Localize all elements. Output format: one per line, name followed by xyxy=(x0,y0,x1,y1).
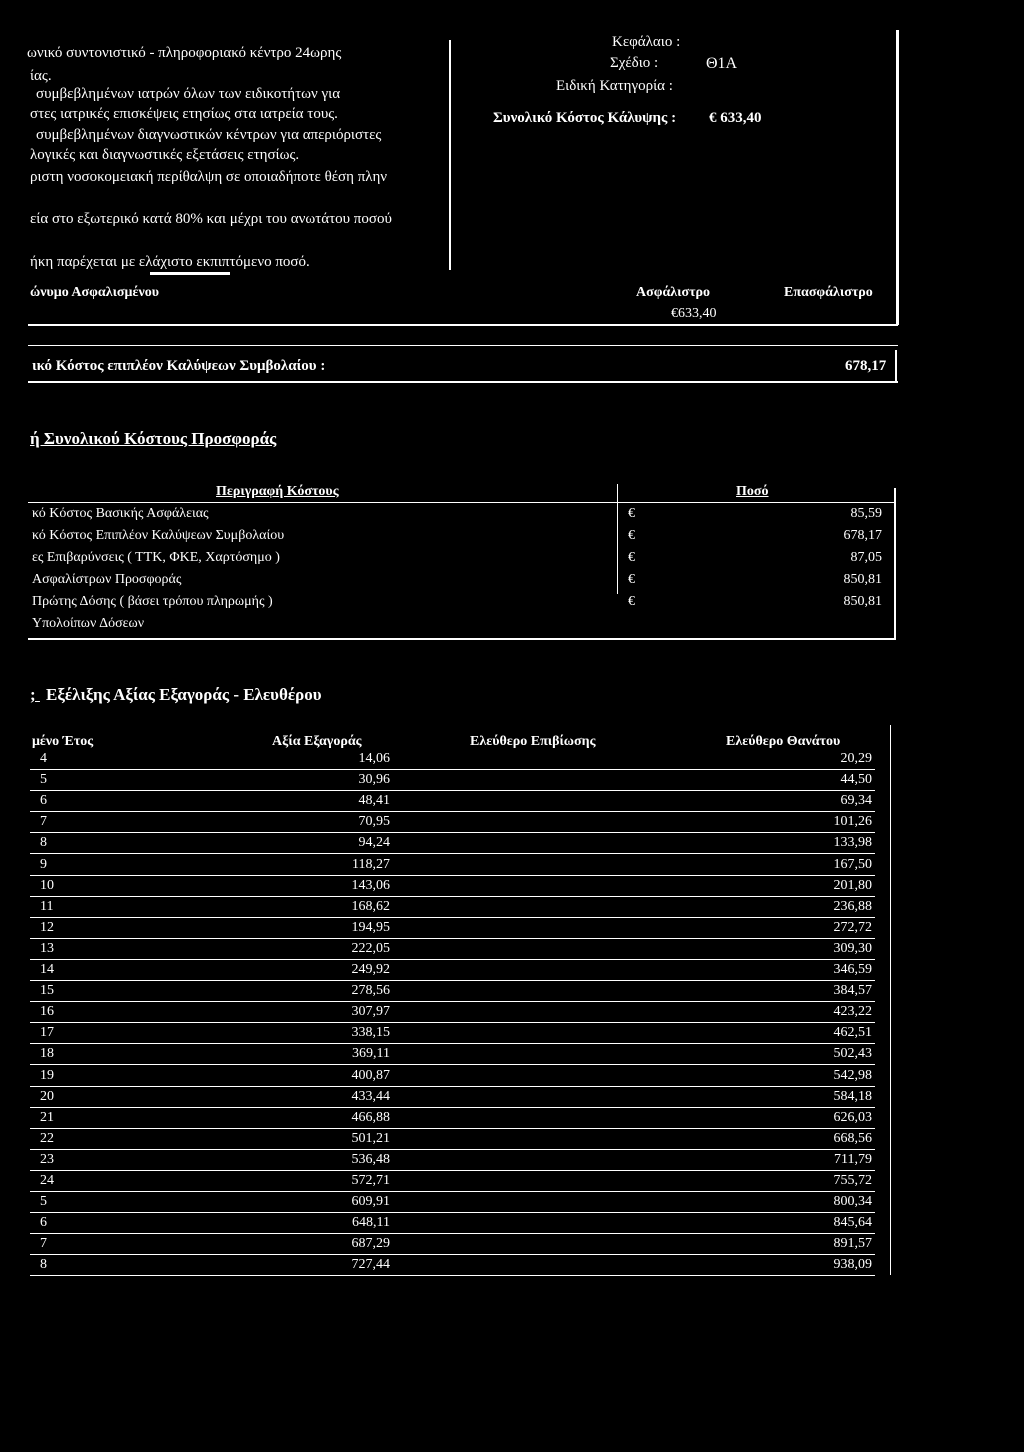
evolution-surrender: 687,29 xyxy=(351,1236,390,1251)
evolution-year: 20 xyxy=(40,1089,54,1104)
repremium-header: Επασφάλιστρο xyxy=(784,285,873,300)
evolution-surrender: 338,15 xyxy=(351,1025,390,1040)
evolution-death: 891,57 xyxy=(833,1236,872,1251)
evolution-death: 384,57 xyxy=(833,983,872,998)
evolution-death: 584,18 xyxy=(833,1089,872,1104)
evolution-row-rule xyxy=(30,853,875,854)
extra-top-rule xyxy=(28,345,898,346)
evolution-right-border xyxy=(890,725,891,1275)
evolution-year: 6 xyxy=(40,1215,47,1230)
evolution-row-rule xyxy=(30,1170,875,1171)
evolution-row-rule xyxy=(30,1191,875,1192)
evolution-surrender: 307,97 xyxy=(351,1004,390,1019)
summary-row-label: κό Κόστος Επιπλέον Καλύψεων Συμβολαίου xyxy=(32,528,285,543)
evolution-year: 19 xyxy=(40,1068,54,1083)
evolution-row-rule xyxy=(30,1233,875,1234)
evolution-year: 10 xyxy=(40,878,54,893)
summary-row-currency: € xyxy=(628,572,635,587)
evolution-surrender: 572,71 xyxy=(351,1173,390,1188)
evolution-death: 800,34 xyxy=(833,1194,872,1209)
coverage-line: λογικές και διαγνωστικές εξετάσεις ετησίως. xyxy=(30,147,300,163)
evolution-year: 5 xyxy=(40,1194,47,1209)
evolution-surrender: 249,92 xyxy=(351,962,390,977)
evolution-death: 20,29 xyxy=(840,751,872,766)
extra-cost-value: 678,17 xyxy=(845,358,887,374)
evolution-row-rule xyxy=(30,1022,875,1023)
summary-row-amount: 850,81 xyxy=(843,572,882,587)
evolution-death: 44,50 xyxy=(840,772,872,787)
evolution-death: 845,64 xyxy=(833,1215,872,1230)
evolution-surrender: 14,06 xyxy=(358,751,390,766)
evolution-col-year: μένο Έτος xyxy=(32,734,94,749)
plan-value: Θ1Α xyxy=(706,55,738,72)
evolution-death: 101,26 xyxy=(833,814,872,829)
evolution-year: 15 xyxy=(40,983,54,998)
evolution-row-rule xyxy=(30,959,875,960)
summary-row-currency: € xyxy=(628,528,635,543)
summary-row-amount: 85,59 xyxy=(850,506,882,521)
evolution-year: 7 xyxy=(40,814,47,829)
evolution-row-rule xyxy=(30,769,875,770)
summary-row-amount: 87,05 xyxy=(850,550,882,565)
evolution-year: 21 xyxy=(40,1110,54,1125)
evolution-surrender: 118,27 xyxy=(352,857,390,872)
evolution-death: 755,72 xyxy=(833,1173,872,1188)
evolution-death: 542,98 xyxy=(833,1068,872,1083)
evolution-death: 938,09 xyxy=(833,1257,872,1272)
premium-header: Ασφάλιστρο xyxy=(636,285,711,300)
evolution-year: 9 xyxy=(40,857,47,872)
evolution-row-rule xyxy=(30,1212,875,1213)
evolution-surrender: 433,44 xyxy=(351,1089,390,1104)
evolution-surrender: 648,11 xyxy=(352,1215,390,1230)
coverage-line: ήκη παρέχεται με ελάχιστο εκπιπτόμενο ποσό. xyxy=(30,254,310,270)
evolution-title: Εξέλιξης Αξίας Εξαγοράς - Ελευθέρου xyxy=(46,685,322,704)
evolution-row-rule xyxy=(30,875,875,876)
coverage-line: ωνικό συντονιστικό - πληροφοριακό κέντρο 24ωρης xyxy=(27,45,342,61)
summary-row-amount: 850,81 xyxy=(843,594,882,609)
evolution-surrender: 168,62 xyxy=(351,899,390,914)
summary-header-rule xyxy=(28,502,894,503)
evolution-year: 12 xyxy=(40,920,54,935)
evolution-surrender: 278,56 xyxy=(351,983,390,998)
column-divider xyxy=(449,40,451,270)
evolution-year: 8 xyxy=(40,835,47,850)
evolution-surrender: 70,95 xyxy=(358,814,390,829)
evolution-death: 167,50 xyxy=(833,857,872,872)
summary-row-currency: € xyxy=(628,594,635,609)
evolution-row-rule xyxy=(30,1254,875,1255)
evolution-row-rule xyxy=(30,1043,875,1044)
evolution-year: 16 xyxy=(40,1004,54,1019)
evolution-year: 13 xyxy=(40,941,54,956)
evolution-death: 272,72 xyxy=(833,920,872,935)
evolution-year: 22 xyxy=(40,1131,54,1146)
plan-label: Σχέδιο : xyxy=(610,55,659,71)
evolution-year: 5 xyxy=(40,772,47,787)
evolution-death: 502,43 xyxy=(833,1046,872,1061)
evolution-death: 309,30 xyxy=(833,941,872,956)
evolution-row-rule xyxy=(30,1107,875,1108)
summary-row-label: ες Επιβαρύνσεις ( ΤΤΚ, ΦΚΕ, Χαρτόσημο ) xyxy=(32,550,280,565)
coverage-line: στες ιατρικές επισκέψεις ετησίως στα ιατρεία τους. xyxy=(30,106,338,122)
insured-name-header: ώνυμο Ασφαλισμένου xyxy=(30,285,159,300)
evolution-year: 17 xyxy=(40,1025,54,1040)
evolution-death: 711,79 xyxy=(834,1152,872,1167)
evolution-row-rule xyxy=(30,832,875,833)
ornament-rule xyxy=(150,272,230,275)
evolution-year: 4 xyxy=(40,751,47,766)
evolution-year: 7 xyxy=(40,1236,47,1251)
evolution-year: 11 xyxy=(40,899,54,914)
evolution-surrender: 369,11 xyxy=(352,1046,390,1061)
evolution-surrender: 194,95 xyxy=(351,920,390,935)
evolution-surrender: 48,41 xyxy=(358,793,390,808)
evolution-year: 18 xyxy=(40,1046,54,1061)
coverage-line: εία στο εξωτερικό κατά 80% και μέχρι του ανωτάτου ποσού xyxy=(30,211,392,227)
evolution-row-rule xyxy=(30,811,875,812)
evolution-row-rule xyxy=(30,1128,875,1129)
summary-bottom-rule xyxy=(28,638,896,640)
evolution-title-prefix: ; xyxy=(30,685,40,704)
extra-right-border xyxy=(895,350,897,383)
insured-bottom-rule xyxy=(28,324,898,326)
evolution-surrender: 400,87 xyxy=(351,1068,390,1083)
evolution-surrender: 536,48 xyxy=(351,1152,390,1167)
coverage-line: συμβεβλημένων ιατρών όλων των ειδικοτήτων για xyxy=(36,86,341,102)
evolution-row-rule xyxy=(30,1001,875,1002)
evolution-death: 626,03 xyxy=(833,1110,872,1125)
evolution-surrender: 143,06 xyxy=(351,878,390,893)
evolution-death: 69,34 xyxy=(840,793,872,808)
evolution-death: 133,98 xyxy=(833,835,872,850)
coverage-line: συμβεβλημένων διαγνωστικών κέντρων για απεριόριστες xyxy=(36,127,382,143)
premium-value: €633,40 xyxy=(671,306,717,321)
evolution-col-survival: Ελεύθερο Επιβίωσης xyxy=(470,734,596,749)
right-border xyxy=(896,30,899,325)
evolution-death: 346,59 xyxy=(833,962,872,977)
summary-row-currency: € xyxy=(628,550,635,565)
evolution-col-surrender: Αξία Εξαγοράς xyxy=(272,734,362,749)
category-label: Ειδική Κατηγορία : xyxy=(556,78,673,94)
evolution-row-rule xyxy=(30,938,875,939)
total-cost-label: Συνολικό Κόστος Κάλυψης : xyxy=(493,110,677,126)
evolution-surrender: 94,24 xyxy=(358,835,390,850)
summary-col-description: Περιγραφή Κόστους xyxy=(216,484,339,499)
evolution-row-rule xyxy=(30,1275,875,1276)
summary-title: ή Συνολικού Κόστους Προσφοράς xyxy=(30,429,277,448)
evolution-surrender: 466,88 xyxy=(351,1110,390,1125)
evolution-death: 462,51 xyxy=(833,1025,872,1040)
evolution-row-rule xyxy=(30,980,875,981)
evolution-row-rule xyxy=(30,917,875,918)
evolution-row-rule xyxy=(30,1086,875,1087)
evolution-surrender: 222,05 xyxy=(351,941,390,956)
evolution-year: 8 xyxy=(40,1257,47,1272)
evolution-row-rule xyxy=(30,1064,875,1065)
summary-row-label: κό Κόστος Βασικής Ασφάλειας xyxy=(32,506,209,521)
chapter-label: Κεφάλαιο : xyxy=(612,34,681,50)
extra-bottom-rule xyxy=(28,381,898,383)
coverage-line: ριστη νοσοκομειακή περίθαλψη σε οποιαδήποτε θέση πλην xyxy=(30,169,388,185)
evolution-surrender: 501,21 xyxy=(351,1131,390,1146)
evolution-death: 668,56 xyxy=(833,1131,872,1146)
evolution-surrender: 30,96 xyxy=(358,772,390,787)
summary-row-amount: 678,17 xyxy=(843,528,882,543)
evolution-surrender: 727,44 xyxy=(351,1257,390,1272)
evolution-row-rule xyxy=(30,790,875,791)
evolution-death: 201,80 xyxy=(833,878,872,893)
evolution-row-rule xyxy=(30,1149,875,1150)
summary-col-divider xyxy=(617,484,618,594)
summary-right-border xyxy=(894,488,896,638)
evolution-death: 236,88 xyxy=(833,899,872,914)
extra-cost-label: ικό Κόστος επιπλέον Καλύψεων Συμβολαίου : xyxy=(32,358,326,374)
total-cost-value: € 633,40 xyxy=(709,110,762,126)
summary-row-label: Υπολοίπων Δόσεων xyxy=(32,616,145,631)
evolution-death: 423,22 xyxy=(833,1004,872,1019)
evolution-year: 6 xyxy=(40,793,47,808)
summary-col-amount: Ποσό xyxy=(736,484,769,499)
evolution-year: 14 xyxy=(40,962,54,977)
evolution-year: 23 xyxy=(40,1152,54,1167)
summary-row-label: Ασφαλίστρων Προσφοράς xyxy=(32,572,182,587)
evolution-row-rule xyxy=(30,896,875,897)
summary-row-currency: € xyxy=(628,506,635,521)
evolution-col-death: Ελεύθερο Θανάτου xyxy=(726,734,841,749)
coverage-line: ίας. xyxy=(30,68,52,84)
evolution-year: 24 xyxy=(40,1173,54,1188)
evolution-surrender: 609,91 xyxy=(351,1194,390,1209)
summary-row-label: Πρώτης Δόσης ( βάσει τρόπου πληρωμής ) xyxy=(32,594,273,609)
